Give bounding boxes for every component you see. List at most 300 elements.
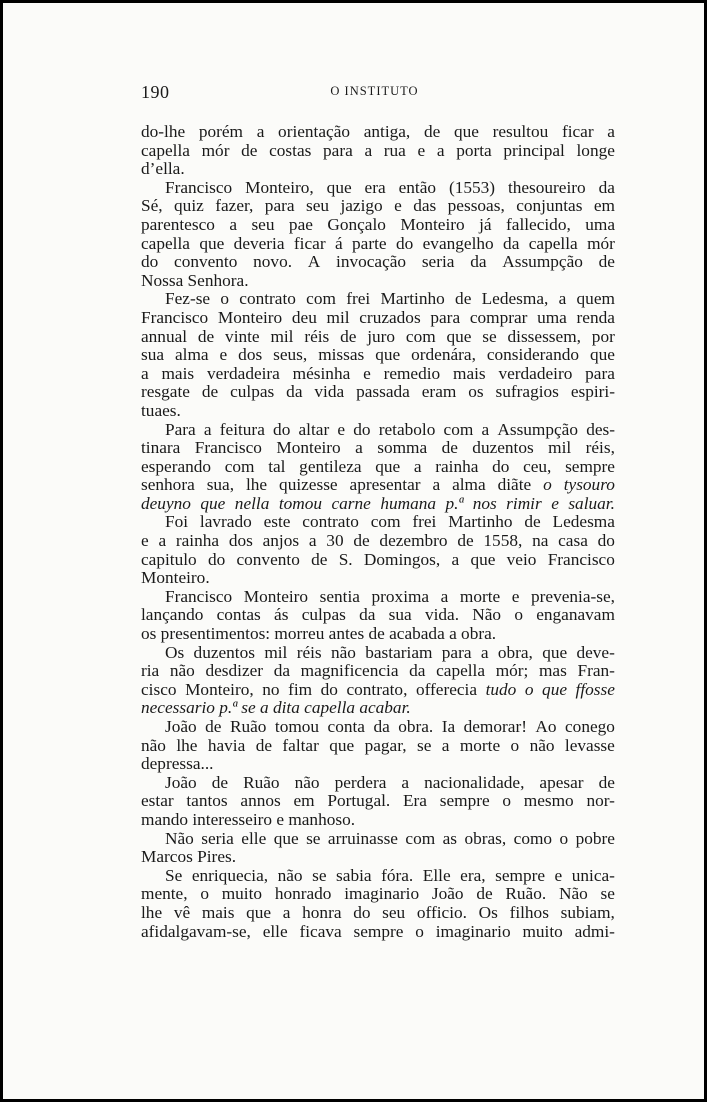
word: ficava [299,921,342,941]
word: conta [327,717,365,736]
word: longe [576,140,615,160]
word: mais [453,363,486,383]
word: no [262,679,280,699]
word: offerecia [415,679,478,699]
word: Foi [165,512,189,532]
word: S. [338,549,353,569]
word: era [364,177,386,197]
word: apesar [539,772,584,792]
word: o [514,605,523,625]
text-line [141,383,615,402]
word: pae [288,214,313,234]
word: do [320,679,338,699]
word: convento [236,549,300,569]
word: para [585,363,615,383]
word: alma [452,475,486,495]
word: tomou [278,493,323,513]
word: seria [201,828,234,848]
word: ficar [293,233,326,253]
word: Francisco [165,586,233,606]
word: sempre [495,865,546,885]
text-line [141,476,615,495]
word: pobre [575,828,615,848]
word: esperando [141,456,212,476]
word: arruinasse [327,828,398,848]
word: evangelho [422,233,494,253]
word: seus, [273,345,308,365]
word: ás [274,605,289,625]
word: obra. [398,717,434,736]
word: Ruão [229,717,267,736]
word: João [165,772,197,792]
word: e [417,140,426,160]
word: espiri- [570,382,615,402]
word: e [219,345,228,365]
word: muito [522,921,563,941]
word: perdera [334,772,387,792]
word: lhe [176,735,198,755]
word: o [559,828,569,848]
word: Não [558,884,588,904]
text-line [141,904,615,923]
word: Assumpção [502,252,583,272]
word: gentileza [299,456,362,476]
word: imaginario [435,921,511,941]
word: duzentos [472,438,534,458]
word: pagar, [364,735,407,755]
word: a [436,140,445,160]
text-line [141,606,615,625]
word: réis [296,642,322,662]
word: da [273,661,290,681]
word: e [363,363,371,383]
word: juro [367,326,396,346]
word: fallecido, [506,214,571,234]
word: de [205,717,222,736]
word: Monteiro [243,586,309,606]
word: jazigo [340,196,383,216]
word: 30 [326,531,344,551]
word: os [468,382,484,402]
word: para [430,307,461,327]
word: elle [241,828,267,848]
word: de [340,326,357,346]
word: na [532,531,549,551]
word: já [479,214,492,234]
word: humana [380,493,437,513]
word: invocação [336,252,407,272]
word: de [441,438,458,458]
word: não [169,661,195,681]
word: rimir [506,493,542,513]
word: vê [173,902,191,922]
word: a [141,363,149,383]
word: o [415,921,424,941]
word: Monteiro [217,307,283,327]
word: dezembro [379,531,448,551]
word: não [529,735,555,755]
word: sentia [319,586,360,606]
word: e [141,531,149,551]
word: dissessem, [507,326,581,346]
text-line [141,681,615,700]
word: quizesse [279,475,338,495]
word: da [359,605,376,625]
word: era, [460,865,486,885]
word: deve- [576,642,615,662]
text-line [141,235,615,254]
word: Ledesma, [481,289,549,309]
word: o [502,791,512,811]
text-line [141,867,615,886]
word: de [353,531,370,551]
word: feitura [219,419,265,439]
word: do [353,902,371,922]
word: thesoureiro [507,177,586,197]
word: fim [288,679,313,699]
word: Ledesma [552,512,615,532]
word: o [543,475,552,495]
word: tomou [274,717,320,736]
word: resultou [492,122,549,141]
word: se [416,735,432,755]
word: vida. [424,605,460,625]
text-line-content: Monteiro. [141,568,210,588]
text-line [141,848,615,867]
text-line [141,699,615,718]
word: da [503,233,520,253]
word: para [441,642,472,662]
word: prevenia-se, [531,586,615,606]
word: bastariam [365,642,433,662]
word: enganavam [536,605,615,625]
word: lhe [141,902,163,922]
text-line [141,644,615,663]
word: que [273,828,299,848]
word: considerando [486,345,579,365]
word: e [394,196,402,216]
word: o [524,679,534,699]
word: frei [412,512,437,532]
word: lavrado [199,512,252,532]
word: magnificencia [300,661,399,681]
word: o [220,289,230,309]
word: deveria [233,233,285,253]
word: e [337,419,346,439]
word: conego [565,717,615,736]
word: Ruão [243,772,280,792]
word: Os [165,642,185,662]
word: de [241,140,258,160]
word: mais [161,363,195,383]
word: novo. [253,252,293,272]
word: do [273,419,291,439]
word: comprar [469,307,528,327]
text-line-content: depressa... [141,754,214,774]
word: não [330,642,356,662]
text-line [141,123,615,142]
word: que [446,326,472,346]
word: se [600,884,615,904]
word: a [355,438,363,458]
word: da [373,717,390,736]
word: morte [459,735,501,755]
word: enriquecia, [191,865,269,885]
word: se [306,828,321,848]
text-line-content: os presentimentos: morreu antes de acabada a obra. [141,624,497,644]
page-number: 190 [141,82,170,102]
word: não [141,735,166,755]
word: sua [141,345,165,365]
word: sufragios [495,382,559,402]
word: culpas [301,605,346,625]
word: a [441,735,450,755]
word: que [589,345,615,365]
word: que [542,679,567,699]
word: frei [346,289,371,309]
word: a [451,549,460,569]
text-line-content: mando interesseiro e manhoso. [141,809,356,829]
word: Fez-se [165,289,211,309]
word: mór; [495,661,529,681]
text-line [141,551,615,570]
text-line [141,458,615,477]
word: tantos [186,791,228,811]
word: mil [548,438,572,458]
word: a [203,419,212,439]
word: sempre [353,921,404,941]
word: que [199,233,225,253]
word: das [413,196,437,216]
word: verdadeira [206,363,280,383]
text-line [141,309,615,328]
word: a [308,531,317,551]
word: capitulo [141,549,197,569]
word: somma [377,438,428,458]
word: com [370,512,401,532]
word: contrato [239,289,296,309]
word: capella [528,233,578,253]
word: que [326,177,352,197]
word: João [431,884,464,904]
word: lhe [245,475,268,495]
text-line [141,625,615,644]
word: a [481,419,490,439]
word: da [286,382,303,402]
word: da [409,661,426,681]
word: Domingos, [363,549,441,569]
word: que [329,735,355,755]
word: de [423,122,441,141]
text-line [141,421,615,440]
word: ffosse [575,679,615,699]
word: a [282,902,291,922]
word: Elle [422,865,451,885]
word: a [432,475,441,495]
text-line [141,439,615,458]
text-line [141,160,615,179]
word: Francisco [547,549,615,569]
word: principal [503,140,565,160]
word: ceu, [523,456,552,476]
word: e [554,865,563,885]
word: mil [326,307,350,327]
text-line [141,662,615,681]
word: mais [201,902,235,922]
word: remedio [383,363,441,383]
word: Sé, [141,196,163,216]
word: a [413,456,422,476]
word: admi- [574,921,615,941]
text-line [141,253,615,272]
word: Monteiro [276,438,341,458]
word: rainha [435,456,479,476]
text-line [141,885,615,904]
word: então [398,177,437,197]
word: duzentos [193,642,255,662]
word: annual [141,326,188,346]
word: sua [388,605,412,625]
word: sabia [336,865,372,885]
word: com [405,326,436,346]
word: Ia [441,717,456,736]
text-line [141,290,615,309]
word: mil [270,326,294,346]
word: do [353,419,371,439]
word: não [294,772,320,792]
word: altar [298,419,330,439]
word: em [593,196,615,216]
text-line-content: necessario p.ª se a dita capella acabar. [141,698,411,718]
text-line [141,495,615,514]
word: vinte [225,326,260,346]
word: da [470,252,487,272]
word: contas [216,605,261,625]
word: sempre [439,791,490,811]
word: não [277,865,303,885]
word: uma [537,307,567,327]
word: ria [141,661,160,681]
word: João [165,717,197,736]
word: capella [141,140,190,160]
word: dos [238,345,263,365]
word: de [311,549,328,569]
word: por [591,326,615,346]
word: a [256,122,265,141]
word: de [598,772,615,792]
word: Portugal. [327,791,391,811]
text-line-content: d’ella. [141,159,185,179]
word: veio [506,549,537,569]
word: annos [240,791,281,811]
word: ordenára, [411,345,476,365]
word: a [158,531,167,551]
word: vida [314,382,345,402]
word: seu [382,902,406,922]
text-line [141,569,615,588]
word: antiga, [363,122,411,141]
text-line [141,328,615,347]
word: de [524,512,541,532]
word: á [334,233,343,253]
word: porta [456,140,492,160]
word: pessoas, [447,196,505,216]
word: obras, [464,828,507,848]
word: o [200,884,209,904]
word: fazer, [215,196,254,216]
text-line [141,402,615,421]
word: de [255,735,272,755]
word: alma [175,345,209,365]
text-line [141,179,615,198]
word: que [453,122,479,141]
word: as [442,828,458,848]
word: do [207,549,226,569]
word: estar [141,791,174,811]
word: seria [421,252,455,272]
word: 1558, [483,531,523,551]
word: para [264,196,295,216]
text-line [141,216,615,235]
word: que [375,456,401,476]
word: demorar! [463,717,527,736]
word: e [511,586,520,606]
text-line [141,737,615,756]
word: Monteiro, [245,177,314,197]
word: seu [305,196,330,216]
word: casa [558,531,588,551]
word: orientação [278,122,351,141]
word: parte [352,233,387,253]
text-line [141,923,615,942]
word: do [395,233,414,253]
word: subiam, [560,902,615,922]
word: elle [262,921,288,941]
word: do [597,531,615,551]
word: culpas [230,382,275,402]
word: a [558,289,567,309]
word: retabolo [378,419,436,439]
word: obra, [497,642,533,662]
word: lançando [141,605,204,625]
word: Para [165,419,196,439]
word: mesmo [523,791,574,811]
word: se [312,865,327,885]
word: Ao [535,717,557,736]
word: de [457,531,474,551]
word: muito [221,884,263,904]
word: p.ª [445,493,464,513]
word: que [470,549,496,569]
word: eram [421,382,457,402]
word: de [201,382,219,402]
word: apresentar [349,475,421,495]
word: nacionalidade, [424,772,525,792]
word: cruzados [359,307,421,327]
word: rainha [175,531,220,551]
text-line [141,718,615,737]
word: Ruão. [505,884,547,904]
word: Os [478,902,498,922]
word: mente, [141,884,188,904]
word: fóra. [381,865,414,885]
word: com [306,289,336,309]
word: deu [291,307,317,327]
word: tudo [485,679,517,699]
word: des- [586,419,615,439]
word: capella [436,661,486,681]
word: do [492,456,510,476]
